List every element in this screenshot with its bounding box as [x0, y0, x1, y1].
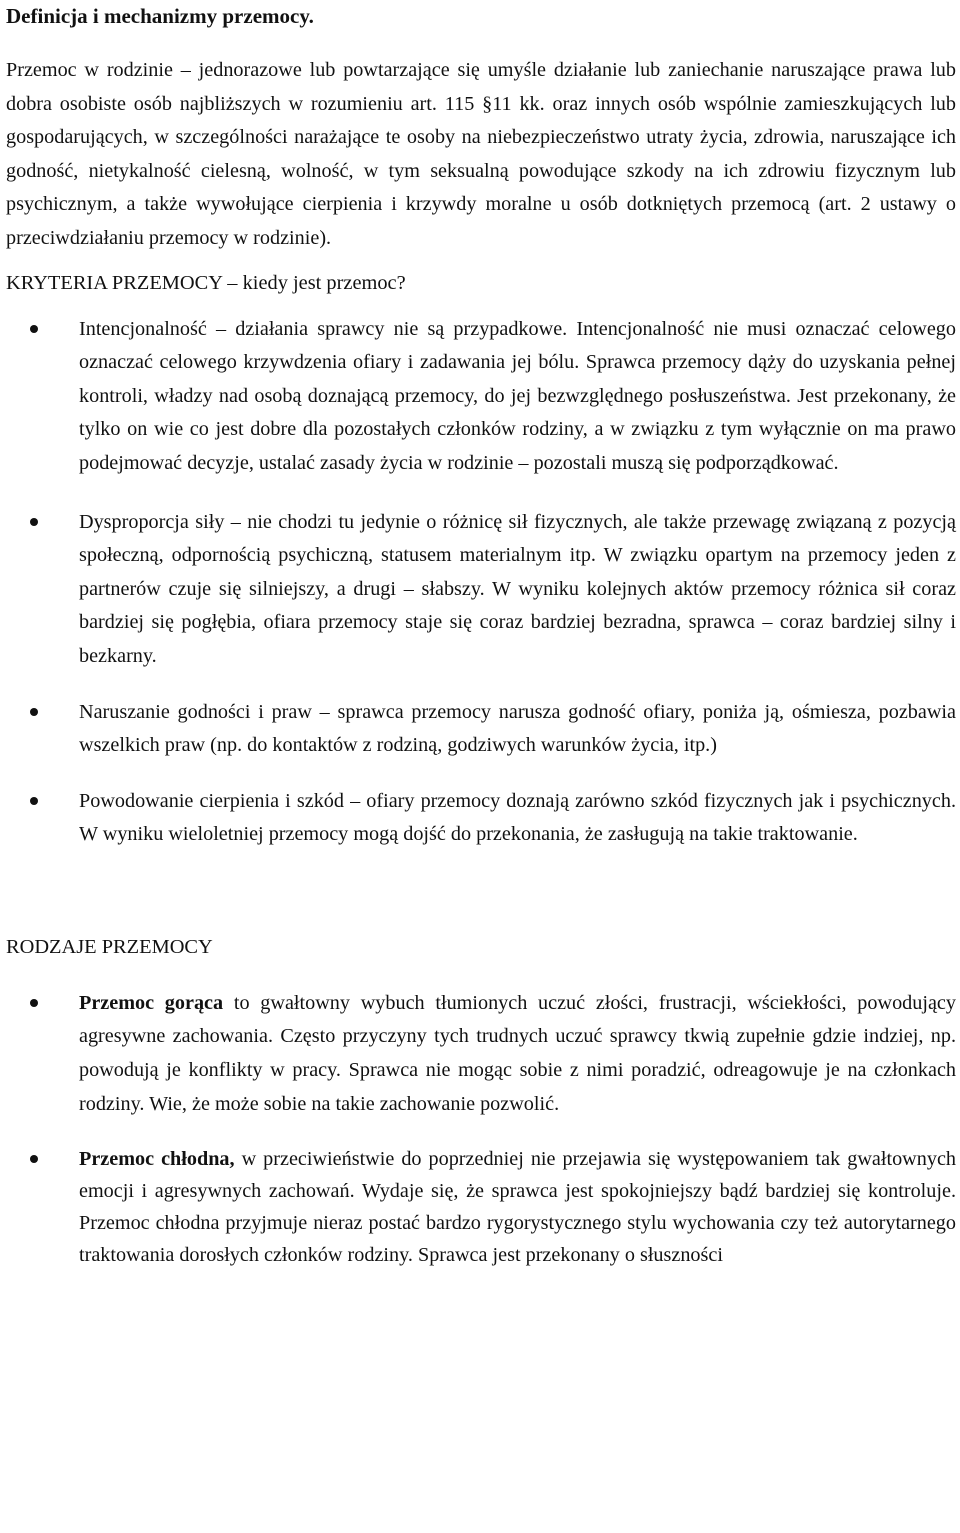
- list-item: [6, 313, 956, 481]
- type-term: Przemoc chłodna,: [79, 1148, 235, 1171]
- list-item-text: Powodowanie cierpienia i szkód – ofiary przemocy doznają zarówno szkód fizycznych jak i psychicznych. W wyniku wieloletniej przemocy mogą dojść do przekonania, że zasługują na takie traktowanie.: [79, 789, 956, 846]
- list-item-text: Dysproporcja siły – nie chodzi tu jedynie o różnicę sił fizycznych, ale także przewagę związaną z pozycją społeczną, odpornością psychiczną, statusem materialnym itp. W związku opartym na przemocy jeden z partnerów czuje się silniejszy, a drugi – słabszy. W wyniku kolejnych aktów przemocy różnica sił coraz bardziej się pogłębia, ofiara przemocy staje się coraz bardziej bezradna, sprawca – coraz bardziej silny i bezkarny.: [79, 510, 956, 667]
- list-item: [6, 696, 956, 763]
- document-page: [6, 0, 956, 1271]
- criteria-heading: KRYTERIA PRZEMOCY – kiedy jest przemoc?: [6, 271, 406, 294]
- bullet-icon: [30, 518, 38, 526]
- types-list: [6, 987, 956, 1271]
- page-title: Definicja i mechanizmy przemocy.: [6, 4, 314, 28]
- type-term: Przemoc gorąca: [79, 991, 224, 1014]
- list-item: [6, 785, 956, 852]
- bullet-icon: [30, 1155, 38, 1163]
- list-item: [6, 1143, 956, 1271]
- list-item: [6, 987, 956, 1121]
- bullet-icon: [30, 999, 38, 1007]
- criteria-list: [6, 313, 956, 852]
- types-heading: RODZAJE PRZEMOCY: [6, 935, 213, 958]
- bullet-icon: [30, 325, 38, 333]
- list-item: [6, 506, 956, 674]
- type-description: to gwałtowny wybuch tłumionych uczuć złości, frustracji, wściekłości, powodujący agresywne zachowania. Często przyczyny tych trudnych uczuć sprawcy tkwią zupełnie gdzie indziej, np. powodują je konflikty w pracy. Sprawca nie mogąc sobie z nimi poradzić, odreagowuje je na członkach rodziny. Wie, że może sobie na takie zachowanie pozwolić.: [79, 991, 956, 1115]
- list-item-text: Naruszanie godności i praw – sprawca przemocy narusza godność ofiary, poniża ją, ośmiesza, pozbawia wszelkich praw (np. do kontaktów z rodziną, godziwych warunków życia, itp.): [79, 700, 956, 757]
- bullet-icon: [30, 797, 38, 805]
- list-item-text: Intencjonalność – działania sprawcy nie są przypadkowe. Intencjonalność nie musi oznaczać celowego oznaczać celowego krzywdzenia ofiary i zadawania jej bólu. Sprawca przemocy dąży do uzyskania pełnej kontroli, władzy nad osobą doznającą przemocy, do jej bezwzględnego posłuszeństwa. Jest przekonany, że tylko on wie co jest dobre dla pozostałych członków rodziny, a w związku z tym wyłącznie on ma prawo podejmować decyzje, ustalać zasady życia w rodzinie – pozostali muszą się podporządkować.: [79, 317, 956, 474]
- definition-paragraph: Przemoc w rodzinie – jednorazowe lub powtarzające się umyśle działanie lub zaniechanie naruszające prawa lub dobra osobiste osób najbliższych w rozumieniu art. 115 §11 kk. oraz innych osób wspólnie zamieszkujących lub gospodarujących, w szczególności narażające te osoby na niebezpieczeństwo utraty życia, zdrowia, naruszające ich godność, nietykalność cielesną, wolność, w tym seksualną powodujące szkody na ich zdrowiu fizycznym lub psychicznym, a także wywołujące cierpienia i krzywdy moralne u osób dotkniętych przemocą (art. 2 ustawy o przeciwdziałaniu przemocy w rodzinie).: [6, 59, 956, 249]
- type-description: w przeciwieństwie do poprzedniej nie przejawia się występowaniem tak gwałtownych emocji i agresywnych zachowań. Wydaje się, że sprawca jest spokojniejszy bądź bardziej się kontroluje. Przemoc chłodna przyjmuje nieraz postać bardzo rygorystycznego stylu wychowania czy też autorytarnego traktowania dorosłych członków rodziny. Sprawca jest przekonany o słuszności: [79, 1148, 956, 1267]
- bullet-icon: [30, 708, 38, 716]
